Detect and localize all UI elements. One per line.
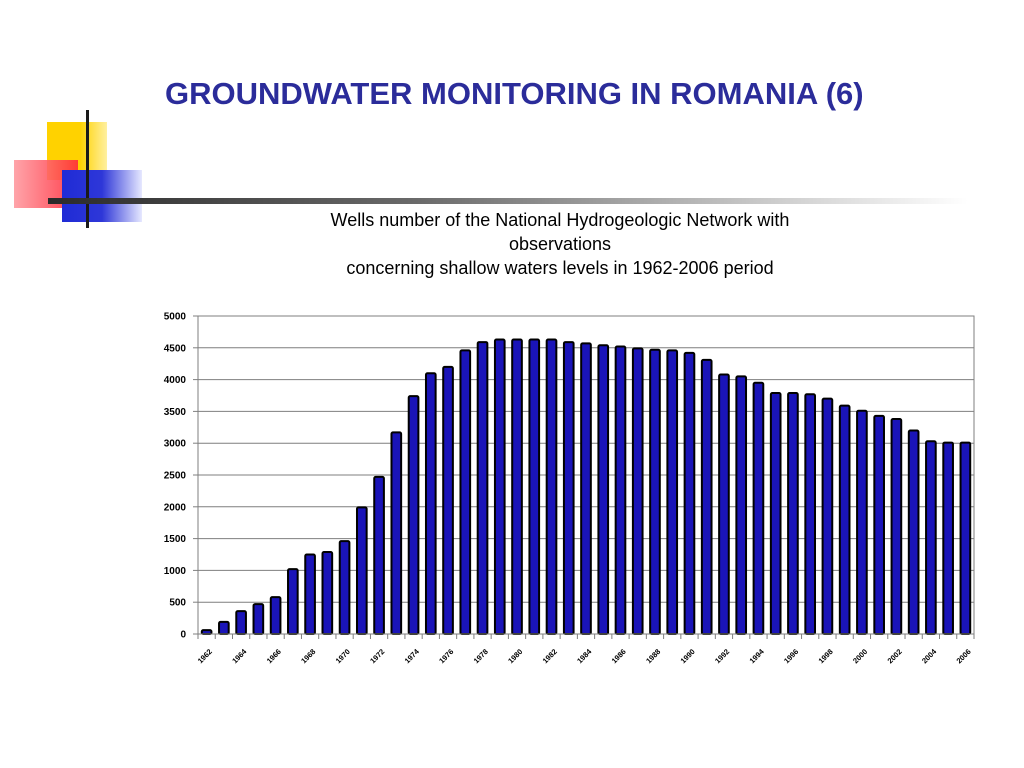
y-tick-label: 3000 [163, 438, 186, 450]
bar-1995 [771, 393, 781, 634]
bar-2000 [857, 411, 867, 634]
y-tick-label: 500 [169, 597, 186, 609]
bar-1984 [581, 343, 591, 634]
bars [202, 340, 970, 634]
bar-1996 [788, 393, 798, 634]
chart-title-line-1: Wells number of the National Hydrogeologic Network with [330, 210, 790, 230]
bar-1966 [271, 597, 281, 634]
bar-1999 [840, 406, 850, 634]
bar-1973 [391, 432, 401, 634]
slide-title: GROUNDWATER MONITORING IN ROMANIA (6) [165, 76, 864, 111]
bar-1988 [650, 350, 660, 634]
bar-1976 [443, 367, 453, 634]
bar-1975 [426, 373, 436, 634]
bar-1986 [616, 347, 626, 634]
x-tick-label: 1962 [195, 647, 214, 666]
bar-1981 [529, 340, 539, 634]
x-tick-label: 1996 [782, 647, 801, 666]
x-tick-label: 1980 [506, 647, 525, 666]
bar-1968 [305, 555, 315, 635]
bar-1965 [254, 604, 264, 634]
bar-1989 [667, 350, 677, 634]
x-tick-label: 1972 [368, 647, 387, 666]
bar-1967 [288, 569, 298, 634]
chart-title-line-3: concerning shallow waters levels in 1962-2006 period [346, 258, 774, 278]
y-axis-ticks [164, 312, 198, 641]
bar-1977 [460, 350, 470, 634]
bar-1987 [633, 348, 643, 634]
bar-1969 [323, 552, 333, 634]
bar-1974 [409, 396, 419, 634]
x-tick-label: 1990 [678, 647, 697, 666]
bar-2003 [909, 430, 919, 634]
y-tick-label: 2500 [163, 470, 186, 482]
y-tick-label: 4000 [163, 375, 186, 387]
x-tick-label: 1984 [575, 647, 594, 666]
bar-1962 [202, 630, 212, 634]
x-tick-label: 1994 [747, 647, 766, 666]
x-tick-label: 1986 [609, 647, 628, 666]
bar-1990 [685, 353, 695, 634]
y-tick-label: 1500 [163, 534, 186, 546]
x-tick-label: 1988 [644, 647, 663, 666]
y-tick-label: 4500 [163, 343, 186, 355]
x-tick-label: 1998 [816, 647, 835, 666]
y-tick-label: 1000 [163, 565, 186, 577]
bar-1991 [702, 360, 712, 634]
y-tick-label: 0 [180, 629, 186, 641]
bar-1972 [374, 477, 384, 634]
bar-1994 [754, 383, 764, 634]
bar-2006 [961, 443, 971, 634]
y-tick-label: 5000 [163, 311, 186, 323]
bar-1963 [219, 622, 229, 634]
x-tick-label: 2000 [851, 647, 870, 666]
bar-1985 [598, 345, 608, 634]
x-axis-ticks [196, 634, 974, 665]
bar-2001 [874, 416, 884, 634]
x-tick-label: 1974 [402, 647, 421, 666]
x-tick-label: 1968 [299, 647, 318, 666]
x-tick-label: 1976 [437, 647, 456, 666]
bar-2002 [892, 419, 902, 634]
bar-1992 [719, 375, 729, 634]
bar-1982 [547, 340, 557, 634]
bar-2004 [926, 441, 936, 634]
bar-1971 [357, 507, 367, 634]
bar-1979 [495, 340, 505, 634]
x-tick-label: 2004 [920, 647, 939, 666]
x-tick-label: 1966 [264, 647, 283, 666]
x-tick-label: 1978 [471, 647, 490, 666]
x-tick-label: 2002 [885, 647, 904, 666]
x-tick-label: 1964 [230, 647, 249, 666]
bar-1970 [340, 541, 350, 634]
x-tick-label: 1982 [540, 647, 559, 666]
bar-1993 [736, 376, 746, 634]
bar-1998 [823, 399, 833, 634]
x-tick-label: 1992 [713, 647, 732, 666]
bar-1983 [564, 342, 574, 634]
bar-1980 [512, 340, 522, 634]
bar-1964 [236, 611, 246, 634]
bar-2005 [943, 443, 953, 634]
bar-1997 [805, 394, 815, 634]
bar-1978 [478, 342, 488, 634]
y-tick-label: 3500 [163, 406, 186, 418]
y-tick-label: 2000 [163, 502, 186, 514]
chart-title-line-2: observations [508, 234, 612, 254]
x-tick-label: 2006 [954, 647, 973, 666]
x-tick-label: 1970 [333, 647, 352, 666]
